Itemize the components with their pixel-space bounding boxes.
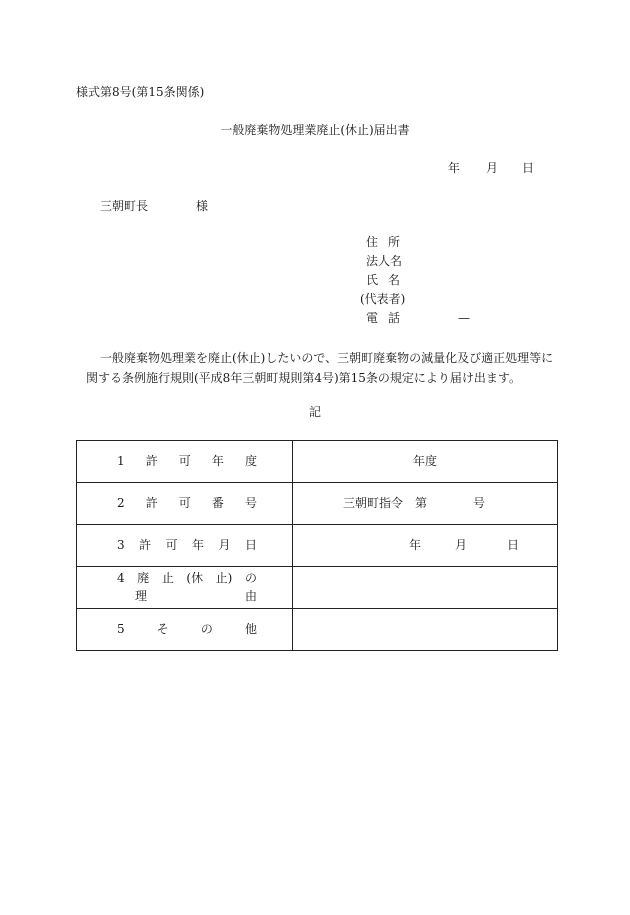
submission-date [448, 160, 558, 176]
permit-number-prefix: 三朝町指令 第 [343, 496, 428, 510]
address-label: 住所 [366, 235, 411, 249]
label-part: 可 [178, 496, 191, 510]
label-part: 可 [178, 454, 191, 468]
label-part: の [244, 571, 257, 585]
label-part: 由 [244, 589, 257, 603]
date-year-label: 年 [448, 161, 461, 175]
label-part: 許 [139, 538, 152, 552]
label-part: の [200, 622, 213, 636]
table-row [77, 525, 557, 567]
label-part: 年 [211, 454, 224, 468]
permit-date-field[interactable] [293, 525, 557, 566]
label-part: 許 [145, 496, 158, 510]
recipient-honorific: 様 [196, 199, 209, 213]
document-title: 一般廃棄物処理業廃止(休止)届出書 [220, 123, 410, 137]
permit-year-field[interactable] [293, 441, 557, 482]
label-part: 月 [218, 538, 231, 552]
reason-field[interactable] [293, 567, 557, 608]
label-part: 日 [244, 538, 257, 552]
notification-body [86, 348, 566, 388]
label-part: 度 [244, 454, 257, 468]
details-table [76, 440, 558, 651]
label-part: 1 [117, 454, 125, 468]
row-label-permit-year [77, 441, 293, 482]
date-month-label: 月 [486, 161, 499, 175]
date-day-label: 日 [522, 161, 535, 175]
body-line-2: 関する条例施行規則(平成8年三朝町規則第4号)第15条の規定により届け出ます。 [86, 371, 521, 385]
row-label-reason [77, 567, 293, 608]
label-part: (休 [186, 571, 204, 585]
row-label-other [77, 609, 293, 650]
label-part: 号 [244, 496, 257, 510]
label-part: 止) [215, 571, 233, 585]
label-part: 許 [145, 454, 158, 468]
phone-separator: — [458, 311, 470, 325]
label-part: 可 [165, 538, 178, 552]
row-label-permit-number [77, 483, 293, 524]
label-part: 4 [117, 571, 125, 585]
body-line-1: 一般廃棄物処理業を廃止(休止)したいので、三朝町廃棄物の減量化及び適正処理等に [100, 351, 554, 365]
recipient-name: 三朝町長 [100, 199, 149, 213]
permit-year-value: 年度 [412, 454, 437, 468]
row-label-permit-date [77, 525, 293, 566]
permit-date-year: 年 [409, 538, 422, 552]
label-part: 廃 [137, 571, 150, 585]
label-part: 年 [192, 538, 205, 552]
label-part: 止 [161, 571, 174, 585]
label-part: 理 [135, 589, 148, 603]
ki-heading: 記 [308, 405, 321, 419]
permit-number-field[interactable] [293, 483, 557, 524]
permit-date-month: 月 [455, 538, 468, 552]
table-row [77, 483, 557, 525]
label-part: 3 [117, 538, 125, 552]
phone-label: 電話 [366, 311, 411, 325]
label-part: そ [156, 622, 169, 636]
table-row [77, 441, 557, 483]
applicant-block [360, 234, 500, 334]
label-part: 2 [117, 496, 125, 510]
corporation-name-label: 法人名 [366, 254, 403, 268]
representative-label: (代表者) [360, 292, 406, 306]
name-label: 氏名 [366, 273, 411, 287]
permit-number-suffix: 号 [473, 496, 486, 510]
table-row [77, 567, 557, 609]
label-part: 他 [244, 622, 257, 636]
other-field[interactable] [293, 609, 557, 650]
table-row [77, 609, 557, 650]
permit-date-day: 日 [507, 538, 520, 552]
label-part: 番 [211, 496, 224, 510]
label-part: 5 [117, 622, 125, 636]
form-number: 様式第8号(第15条関係) [76, 85, 205, 99]
